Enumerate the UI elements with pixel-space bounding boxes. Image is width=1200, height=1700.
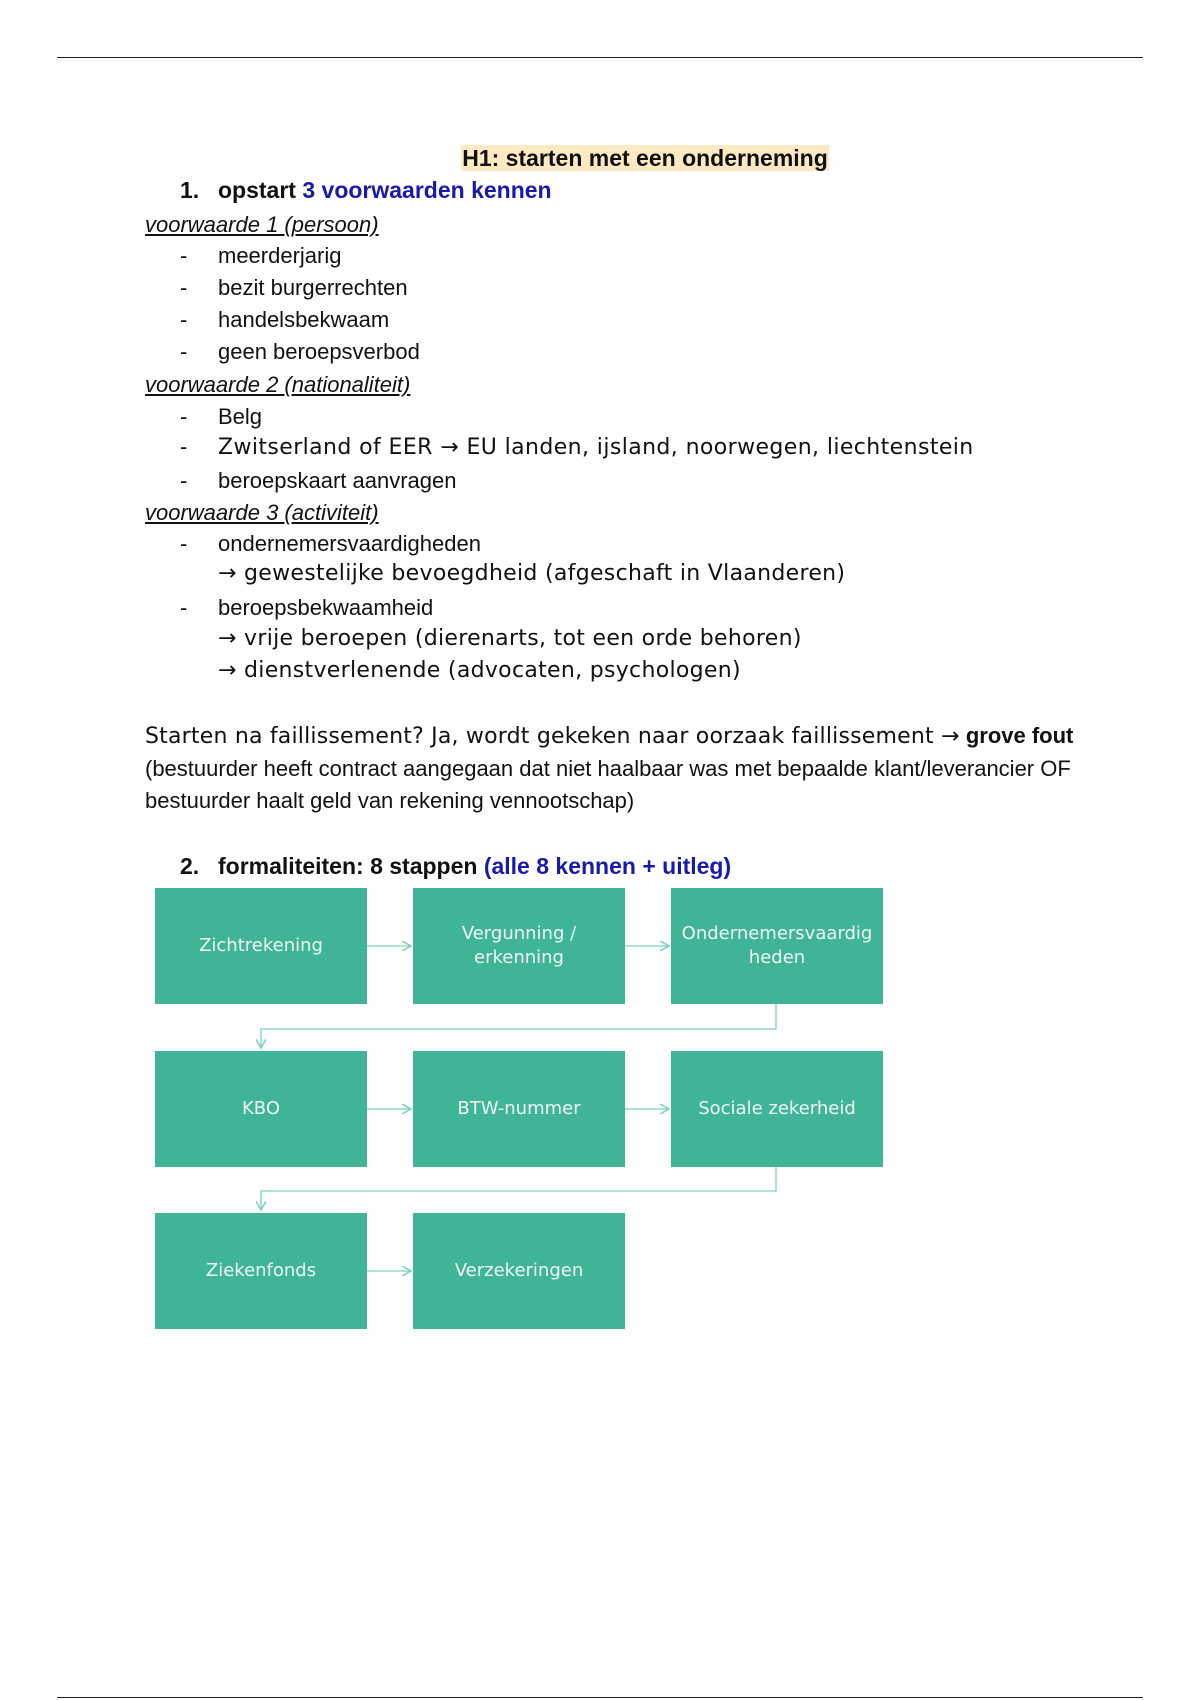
- list-item: - bezit burgerrechten: [180, 275, 408, 300]
- list-item: - beroepsbekwaamheid: [180, 595, 434, 620]
- condition-1-heading: voorwaarde 1 (persoon): [145, 212, 379, 237]
- list-item: - Belg: [180, 404, 263, 429]
- list-item: - geen beroepsverbod: [180, 339, 420, 364]
- list-item: - ondernemersvaardigheden: [180, 531, 481, 556]
- flow-step-zichtrekening: Zichtrekening: [155, 888, 367, 1004]
- flow-arrow: [261, 1004, 776, 1048]
- page-title: H1: starten met een onderneming: [462, 145, 828, 171]
- formalities-flow-diagram: [155, 888, 885, 1330]
- top-rule: [57, 57, 1143, 58]
- list-item: - handelsbekwaam: [180, 307, 390, 332]
- section-1-heading: 1. opstart 3 voorwaarden kennen: [180, 177, 552, 203]
- list-item: - beroepskaart aanvragen: [180, 468, 457, 493]
- sub-item: → gewestelijke bevoegdheid (afgeschaft in Vlaanderen): [218, 561, 846, 586]
- list-item: - meerderjarig: [180, 243, 342, 268]
- flow-step-vergunning: Vergunning / erkenning: [413, 888, 625, 1004]
- flow-step-ondernemersvaardigheden: Ondernemersvaardig heden: [671, 888, 883, 1004]
- flow-step-ziekenfonds: Ziekenfonds: [155, 1213, 367, 1329]
- bankruptcy-paragraph: Starten na faillissement? Ja, wordt gekeken naar oorzaak faillissement → grove fout (bestuurder heeft contract aangegaan dat niet haalbaar was met bepaalde klant/leverancier OF bestuurder haalt geld van rekening vennootschap): [145, 723, 1074, 813]
- condition-2-heading: voorwaarde 2 (nationaliteit): [145, 372, 411, 397]
- section-2-heading: 2. formaliteiten: 8 stappen (alle 8 kennen + uitleg): [180, 853, 732, 879]
- condition-3-heading: voorwaarde 3 (activiteit): [145, 500, 379, 525]
- flow-step-verzekeringen: Verzekeringen: [413, 1213, 625, 1329]
- flow-step-sociale-zekerheid: Sociale zekerheid: [671, 1051, 883, 1167]
- flow-arrow: [261, 1167, 776, 1210]
- flow-step-btw-nummer: BTW-nummer: [413, 1051, 625, 1167]
- sub-item: → vrije beroepen (dierenarts, tot een orde behoren): [218, 626, 802, 651]
- flow-step-kbo: KBO: [155, 1051, 367, 1167]
- list-item: - Zwitserland of EER → EU landen, ijsland, noorwegen, liechtenstein: [180, 434, 974, 460]
- bottom-rule: [57, 1697, 1143, 1698]
- sub-item: → dienstverlenende (advocaten, psychologen): [218, 658, 741, 683]
